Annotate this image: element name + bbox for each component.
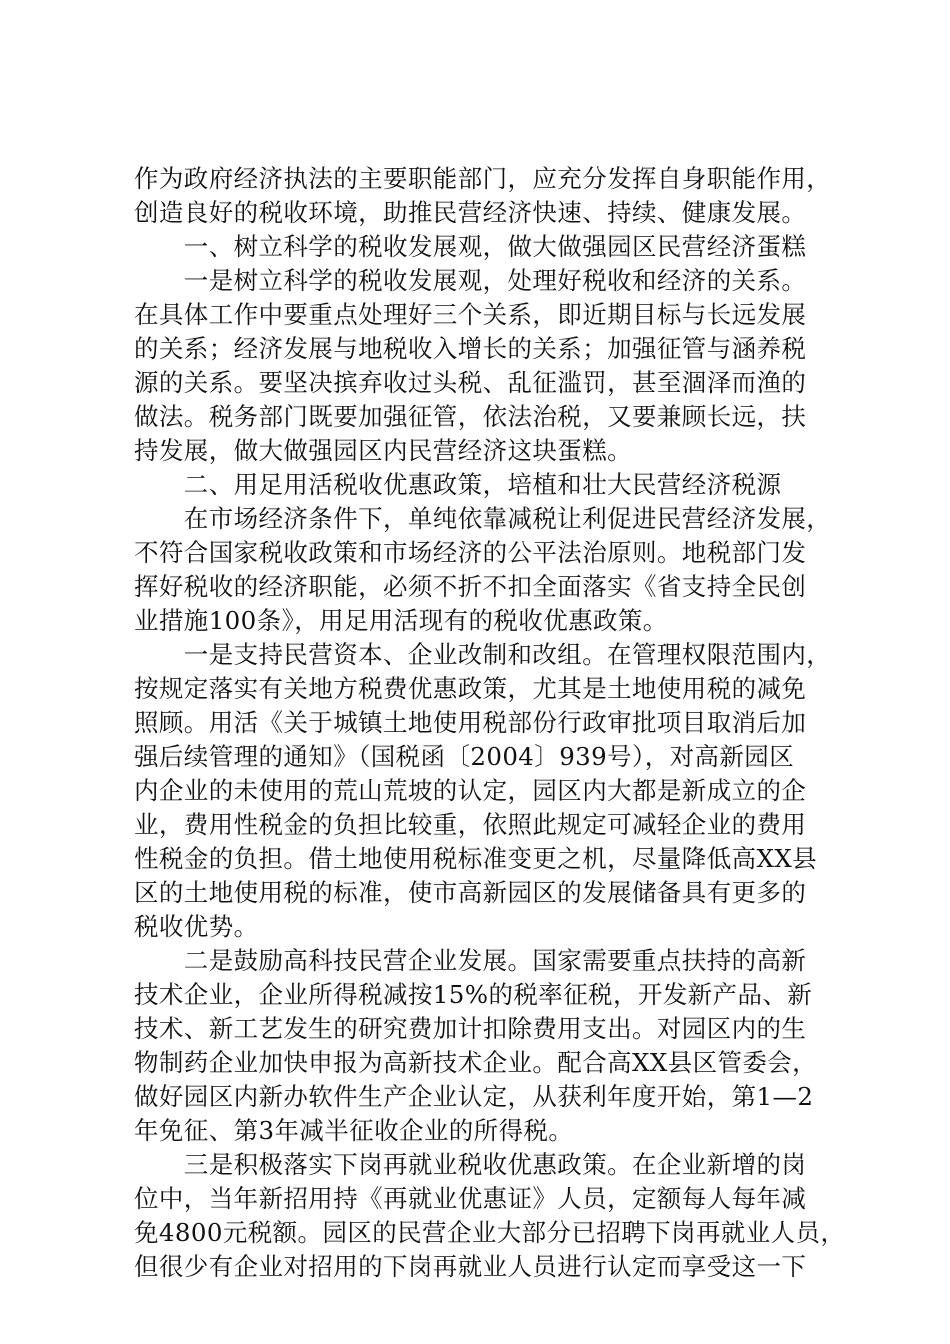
text-line: 在市场经济条件下，单纯依靠减税让利促进民营经济发展， xyxy=(134,504,832,533)
text-line: 按规定落实有关地方税费优惠政策，尤其是土地使用税的减免 xyxy=(134,674,807,703)
text-line: 一是支持民营资本、企业改制和改组。在管理权限范围内， xyxy=(134,640,832,669)
text-line: 持发展，做大做强园区内民营经济这块蛋糕。 xyxy=(134,436,632,465)
text-line: 区的土地使用税的标准，使市高新园区的发展储备具有更多的 xyxy=(134,878,807,907)
text-line: 作为政府经济执法的主要职能部门，应充分发挥自身职能作用， xyxy=(134,164,832,193)
text-line: 内企业的未使用的荒山荒坡的认定，园区内大都是新成立的企 xyxy=(134,776,807,805)
text-line: 技术、新工艺发生的研究费加计扣除费用支出。对园区内的生 xyxy=(134,1014,807,1043)
text-line: 税收优势。 xyxy=(134,912,259,941)
text-line: 免4800元税额。园区的民营企业大部分已招聘下岗再就业人员， xyxy=(134,1218,846,1247)
text-line: 技术企业，企业所得税减按15%的税率征税，开发新产品、新 xyxy=(134,980,813,1009)
section-heading: 一、树立科学的税收发展观，做大做强园区民营经济蛋糕 xyxy=(134,232,807,261)
text-line: 性税金的负担。借土地使用税标准变更之机，尽量降低高XX县 xyxy=(134,844,818,873)
text-line: 照顾。用活《关于城镇土地使用税部份行政审批项目取消后加 xyxy=(134,708,807,737)
text-line: 但很少有企业对招用的下岗再就业人员进行认定而享受这一下 xyxy=(134,1252,807,1281)
text-line: 业，费用性税金的负担比较重，依照此规定可减轻企业的费用 xyxy=(134,810,807,839)
text-line: 的关系；经济发展与地税收入增长的关系；加强征管与涵养税 xyxy=(134,334,807,363)
text-line: 不符合国家税收政策和市场经济的公平法治原则。地税部门发 xyxy=(134,538,807,567)
text-line: 挥好税收的经济职能，必须不折不扣全面落实《省支持全民创 xyxy=(134,572,807,601)
section-heading: 二、用足用活税收优惠政策，培植和壮大民营经济税源 xyxy=(134,470,782,499)
text-line: 二是鼓励高科技民营企业发展。国家需要重点扶持的高新 xyxy=(134,946,807,975)
text-line: 业措施100条》，用足用活现有的税收优惠政策。 xyxy=(134,606,668,635)
text-line: 做好园区内新办软件生产企业认定，从获利年度开始，第1—2 xyxy=(134,1082,814,1111)
text-line: 一是树立科学的税收发展观，处理好税收和经济的关系。 xyxy=(134,266,807,295)
text-line: 源的关系。要坚决摈弃收过头税、乱征滥罚，甚至涸泽而渔的 xyxy=(134,368,807,397)
text-line: 三是积极落实下岗再就业税收优惠政策。在企业新增的岗 xyxy=(134,1150,807,1179)
text-line: 创造良好的税收环境，助推民营经济快速、持续、健康发展。 xyxy=(134,198,807,227)
text-line: 做法。税务部门既要加强征管，依法治税，又要兼顾长远，扶 xyxy=(134,402,807,431)
text-line: 位中，当年新招用持《再就业优惠证》人员，定额每人每年减 xyxy=(134,1184,807,1213)
text-line: 在具体工作中要重点处理好三个关系，即近期目标与长远发展 xyxy=(134,300,807,329)
text-line: 物制药企业加快申报为高新技术企业。配合高XX县区管委会， xyxy=(134,1048,818,1077)
text-line: 年免征、第3年减半征收企业的所得税。 xyxy=(134,1116,574,1145)
text-line: 强后续管理的通知》（国税函〔2004〕939号），对高新园区 xyxy=(134,742,795,771)
